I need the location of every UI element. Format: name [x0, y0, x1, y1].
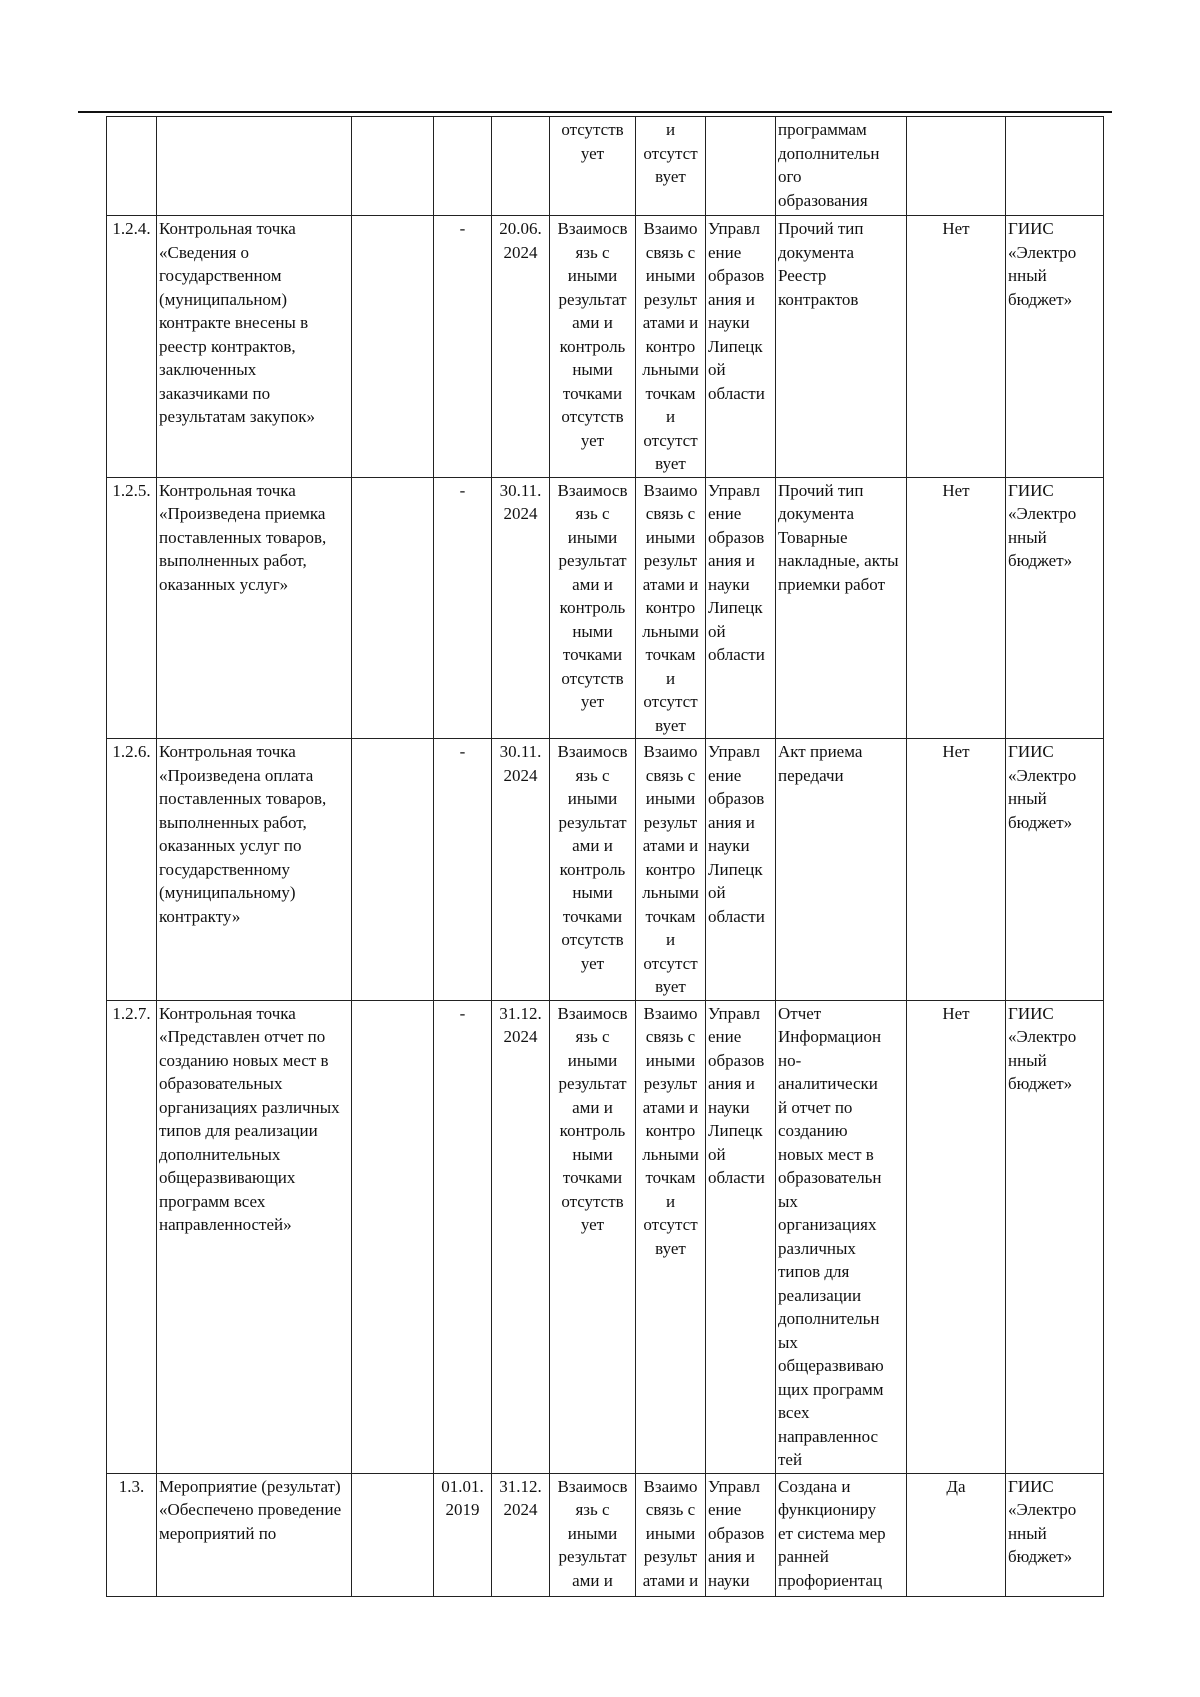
row-end-date: 31.12. 2024: [492, 1473, 550, 1596]
cell-link2: и отсутст вует: [636, 117, 706, 216]
row-start-date: -: [434, 216, 492, 478]
row-name: Мероприятие (результат) «Обеспечено проведение мероприятий по: [157, 1473, 352, 1596]
row-end-date: 20.06. 2024: [492, 216, 550, 478]
table-row-1-2-4: [107, 216, 1104, 478]
row-info-system: ГИИС «Электро нный бюджет»: [1006, 216, 1104, 478]
table-row-1-2-5: [107, 477, 1104, 739]
row-info-system: ГИИС «Электро нный бюджет»: [1006, 477, 1104, 739]
row-info-system: ГИИС «Электро нный бюджет»: [1006, 1473, 1104, 1596]
row-end-date: 30.11. 2024: [492, 477, 550, 739]
cell-doc: программам дополнительн ого образования: [776, 117, 907, 216]
top-rule: [78, 111, 1112, 113]
row-link-points: Взаимо связь с иными результ атами и контро льными точкам и отсутст вует: [636, 1000, 706, 1473]
row-document-type: Создана и функциониру ет система мер ранней профориентац: [776, 1473, 907, 1596]
row-number: 1.2.5.: [107, 477, 157, 739]
cell-end: [492, 117, 550, 216]
row-document-type: Прочий тип документа Товарные накладные, акты приемки работ: [776, 477, 907, 739]
row-col3: [352, 477, 434, 739]
row-link-points: Взаимо связь с иными результ атами и контро льными точкам и отсутст вует: [636, 216, 706, 478]
row-link-points: Взаимо связь с иными результ атами и: [636, 1473, 706, 1596]
row-name: Контрольная точка «Сведения о государственном (муниципальном) контракте внесены в реестр контрактов, заключенных заказчиками по результатам закупок»: [157, 216, 352, 478]
table-row-1-3: [107, 1473, 1104, 1596]
row-flag: Нет: [907, 1000, 1006, 1473]
cell-system: [1006, 117, 1104, 216]
row-link-results: Взаимосв язь с иными результат ами и контроль ными точками отсутств ует: [550, 1000, 636, 1473]
cell-num: [107, 117, 157, 216]
row-flag: Нет: [907, 216, 1006, 478]
row-responsible: Управл ение образов ания и науки Липецк ой области: [706, 1000, 776, 1473]
cell-flag: [907, 117, 1006, 216]
row-col3: [352, 739, 434, 1001]
row-responsible: Управл ение образов ания и науки Липецк ой области: [706, 739, 776, 1001]
row-link-results: Взаимосв язь с иными результат ами и контроль ными точками отсутств ует: [550, 477, 636, 739]
row-link-points: Взаимо связь с иными результ атами и контро льными точкам и отсутст вует: [636, 739, 706, 1001]
row-flag: Да: [907, 1473, 1006, 1596]
row-responsible: Управл ение образов ания и науки: [706, 1473, 776, 1596]
row-start-date: -: [434, 477, 492, 739]
row-link-results: Взаимосв язь с иными результат ами и: [550, 1473, 636, 1596]
row-info-system: ГИИС «Электро нный бюджет»: [1006, 1000, 1104, 1473]
row-col3: [352, 1473, 434, 1596]
table-row-1-2-6: [107, 739, 1104, 1001]
table-row-1-2-7: [107, 1000, 1104, 1473]
cell-col3: [352, 117, 434, 216]
row-name: Контрольная точка «Произведена приемка поставленных товаров, выполненных работ, оказанных услуг»: [157, 477, 352, 739]
row-link-results: Взаимосв язь с иными результат ами и контроль ными точками отсутств ует: [550, 739, 636, 1001]
row-start-date: -: [434, 739, 492, 1001]
row-end-date: 31.12. 2024: [492, 1000, 550, 1473]
row-link-points: Взаимо связь с иными результ атами и контро льными точкам и отсутст вует: [636, 477, 706, 739]
row-start-date: 01.01. 2019: [434, 1473, 492, 1596]
row-name: Контрольная точка «Представлен отчет по созданию новых мест в образовательных организациях различных типов для реализации дополнительных общеразвивающих программ всех направленностей»: [157, 1000, 352, 1473]
row-number: 1.2.7.: [107, 1000, 157, 1473]
cell-responsible: [706, 117, 776, 216]
row-info-system: ГИИС «Электро нный бюджет»: [1006, 739, 1104, 1001]
row-col3: [352, 216, 434, 478]
row-number: 1.2.4.: [107, 216, 157, 478]
table-row-continued: [107, 117, 1104, 216]
cell-link1: отсутств ует: [550, 117, 636, 216]
row-flag: Нет: [907, 477, 1006, 739]
row-responsible: Управл ение образов ания и науки Липецк ой области: [706, 477, 776, 739]
row-responsible: Управл ение образов ания и науки Липецк ой области: [706, 216, 776, 478]
row-end-date: 30.11. 2024: [492, 739, 550, 1001]
plan-table: [106, 116, 1104, 1597]
row-name: Контрольная точка «Произведена оплата поставленных товаров, выполненных работ, оказанных услуг по государственному (муниципальному) контракту»: [157, 739, 352, 1001]
row-link-results: Взаимосв язь с иными результат ами и контроль ными точками отсутств ует: [550, 216, 636, 478]
row-number: 1.3.: [107, 1473, 157, 1596]
row-document-type: Отчет Информацион но- аналитически й отчет по созданию новых мест в образовательн ых организациях различных типов для реализации дополнительн ых общеразвиваю щих программ всех направленнос тей: [776, 1000, 907, 1473]
cell-name: [157, 117, 352, 216]
row-flag: Нет: [907, 739, 1006, 1001]
row-number: 1.2.6.: [107, 739, 157, 1001]
row-col3: [352, 1000, 434, 1473]
row-document-type: Прочий тип документа Реестр контрактов: [776, 216, 907, 478]
cell-start: [434, 117, 492, 216]
row-start-date: -: [434, 1000, 492, 1473]
row-document-type: Акт приема передачи: [776, 739, 907, 1001]
